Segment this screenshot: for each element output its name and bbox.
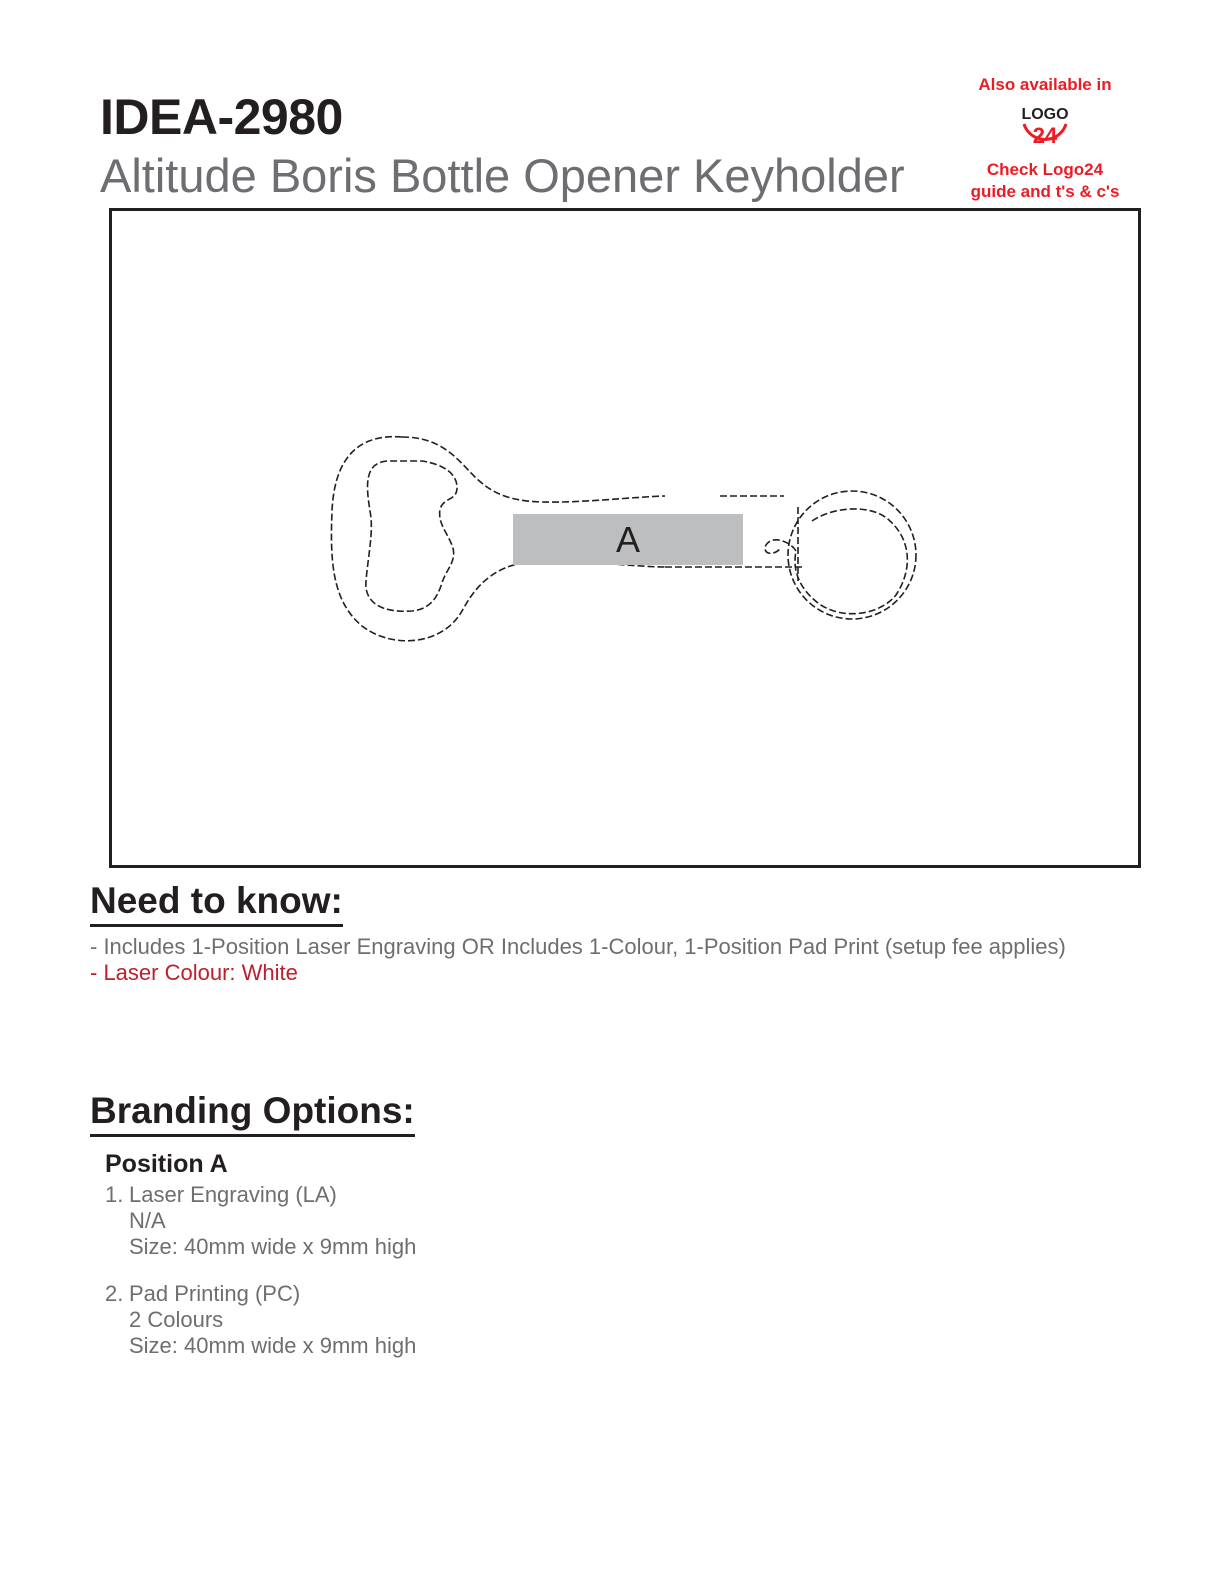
logo24-badge (950, 72, 1140, 204)
option-size: Size: 40mm wide x 9mm high (129, 1234, 417, 1259)
logo24-logo-bottom: 24 (1032, 123, 1058, 148)
logo24-available-text: Also available in (978, 75, 1112, 94)
branding-option (105, 1281, 416, 1359)
product-drawing-frame (109, 208, 1141, 868)
logo24-logo-icon (1016, 100, 1074, 154)
position-a-title: Position A (105, 1150, 228, 1178)
product-code: IDEA-2980 (100, 89, 343, 145)
option-number: 2. (105, 1281, 124, 1306)
option-method: Pad Printing (PC) (129, 1281, 301, 1306)
option-size: Size: 40mm wide x 9mm high (129, 1333, 417, 1358)
logo24-terms-text: guide and t's & c's (970, 182, 1120, 201)
need-to-know-item: - Includes 1-Position Laser Engraving OR Includes 1-Colour, 1-Position Pad Print (setup fee applies) (90, 934, 1066, 959)
option-colours: 2 Colours (129, 1307, 224, 1332)
logo24-logo-top: LOGO (1021, 106, 1069, 123)
logo24-check-text: Check Logo24 (986, 160, 1104, 179)
product-name: Altitude Boris Bottle Opener Keyholder (100, 149, 905, 202)
option-method: Laser Engraving (LA) (129, 1182, 337, 1207)
logo24-guide-text (950, 159, 1140, 203)
print-area-a: A (513, 514, 743, 565)
branding-options-heading: Branding Options: (90, 1090, 415, 1137)
need-to-know-heading: Need to know: (90, 880, 343, 927)
branding-option (105, 1182, 416, 1260)
option-number: 1. (105, 1182, 124, 1207)
option-colours: N/A (129, 1208, 166, 1233)
need-to-know-item-highlight: - Laser Colour: White (90, 960, 298, 985)
